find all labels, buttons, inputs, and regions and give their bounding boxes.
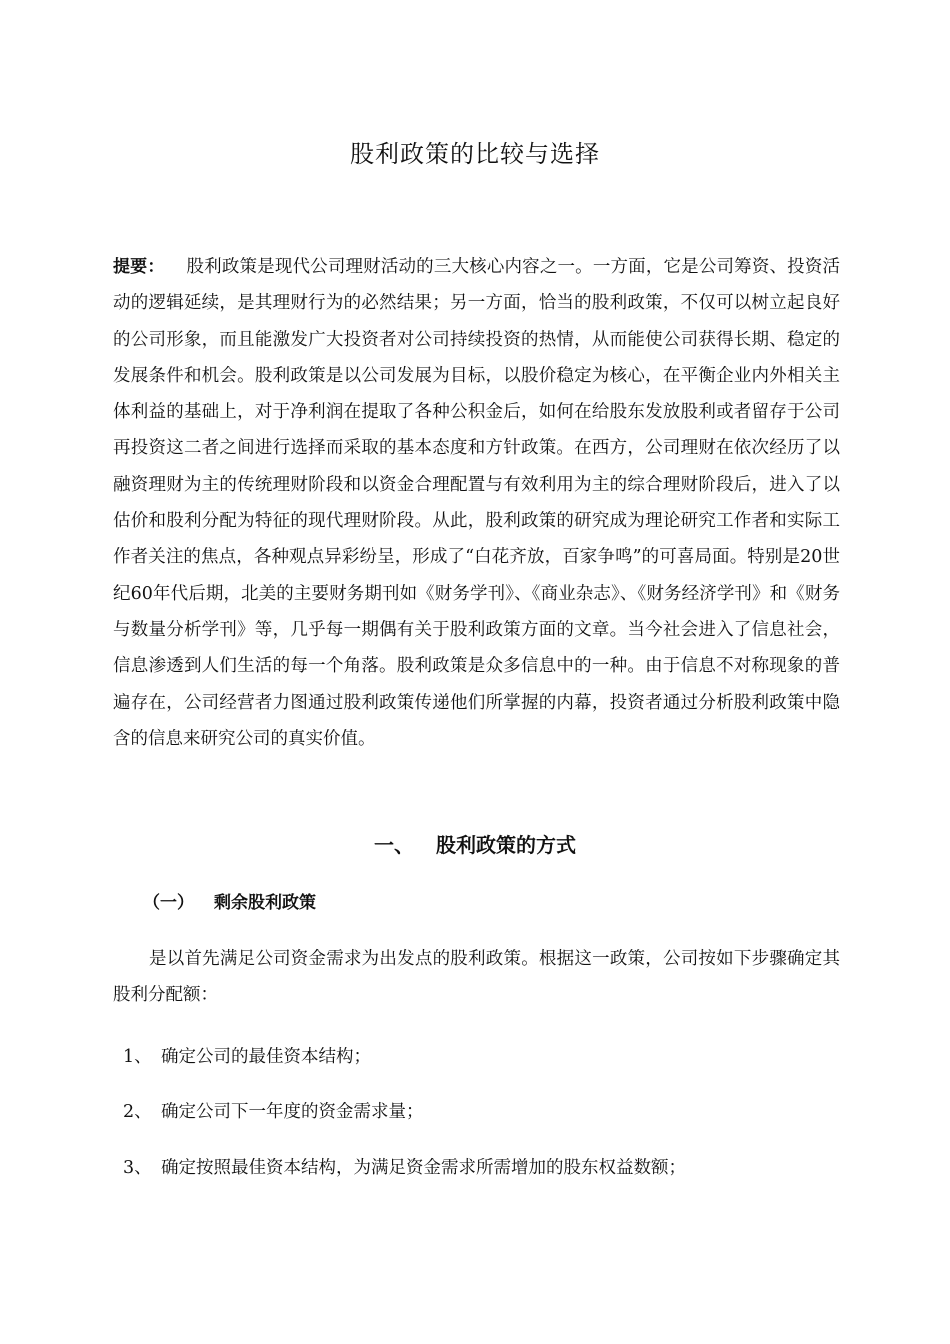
section-title: 股利政策的方式	[436, 833, 576, 857]
abstract-text: 股利政策是现代公司理财活动的三大核心内容之一。一方面，它是公司筹资、投资活动的逻辑延续，是其理财行为的必然结果；另一方面，恰当的股利政策，不仅可以树立起良好的公司形象，而且能激发广大投资者对公司持续投资的热情，从而能使公司获得长期、稳定的发展条件和机会。股利政策是以公司发展为目标，以股价稳定为核心，在平衡企业内外相关主体利益的基础上，对于净利润在提取了各种公积金后，如何在给股东发放股利或者留存于公司再投资这二者之间进行选择而采取的基本态度和方针政策。在西方，公司理财在依次经历了以融资理财为主的传统理财阶段和以资金合理配置与有效利用为主的综合理财阶段后，进入了以估价和股利分配为特征的现代理财阶段。从此，股利政策的研究成为理论研究工作者和实际工作者关注的焦点，各种观点异彩纷呈，形成了“白花齐放，百家争鸣”的可喜局面。特别是20世纪60年代后期，北美的主要财务期刊如《财务学刊》、《商业杂志》、《财务经济学刊》和《财务与数量分析学刊》等，几乎每一期偶有关于股利政策方面的文章。当今社会进入了信息社会，信息渗透到人们生活的每一个角落。股利政策是众多信息中的一种。由于信息不对称现象的普遍存在，公司经营者力图通过股利政策传递他们所掌握的内幕，投资者通过分析股利政策中隐含的信息来研究公司的真实价值。	[113, 257, 840, 749]
list-item	[123, 1154, 686, 1179]
list-item	[123, 1098, 424, 1123]
body-paragraph: 是以首先满足公司资金需求为出发点的股利政策。根据这一政策，公司按如下步骤确定其股利分配额：	[113, 949, 840, 1005]
subsection-title: 剩余股利政策	[214, 893, 316, 913]
list-item-text: 确定公司下一年度的资金需求量；	[161, 1102, 424, 1122]
section-heading	[0, 829, 950, 858]
list-item-number: 1、	[123, 1047, 152, 1067]
abstract-paragraph	[113, 249, 840, 757]
list-item-text: 确定公司的最佳资本结构；	[161, 1047, 371, 1067]
list-item-number: 3、	[123, 1158, 152, 1178]
list-item-number: 2、	[123, 1102, 152, 1122]
section-number: 一、	[374, 833, 414, 857]
list-item-text: 确定按照最佳资本结构，为满足资金需求所需增加的股东权益数额；	[161, 1158, 686, 1178]
subsection-heading	[143, 888, 316, 913]
list-item	[123, 1043, 371, 1068]
document-title: 股利政策的比较与选择	[350, 140, 600, 168]
abstract-label: 提要：	[113, 257, 165, 277]
subsection-number: （一）	[143, 893, 194, 913]
